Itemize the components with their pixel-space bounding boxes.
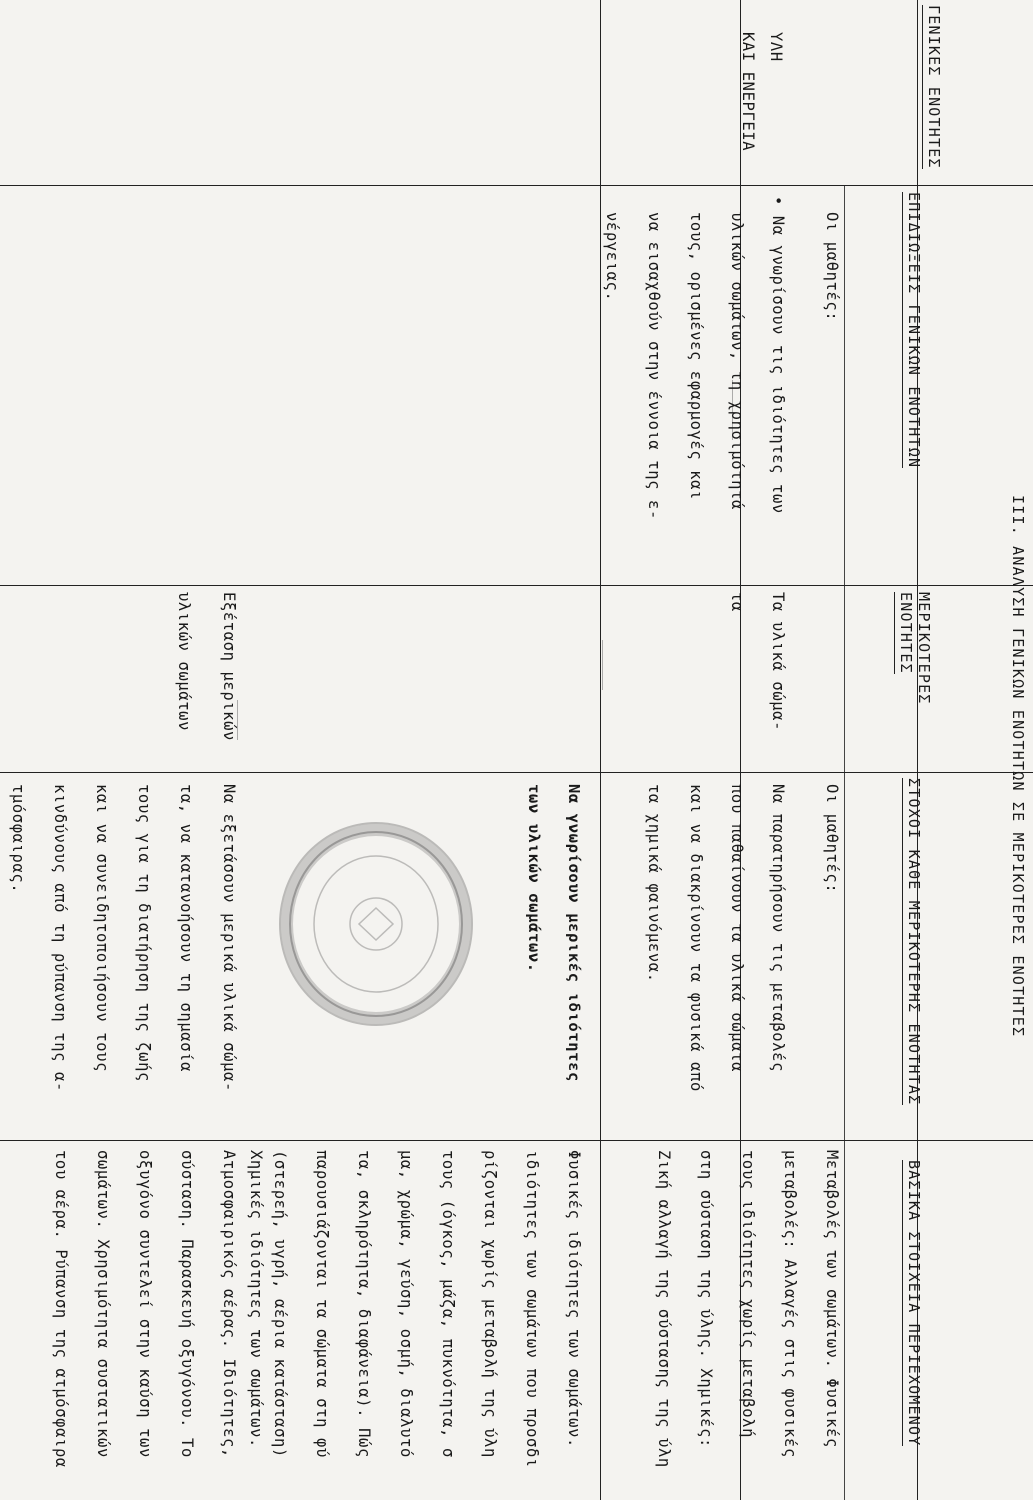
content-line: Ζική αλλαγή της σύστασης της ύλη xyxy=(655,1150,673,1468)
header-goals-general: ΕΠΙΔΙΩΞΕΙΣ ΓΕΝΙΚΩΝ ΕΝΟΤΗΤΩΝ xyxy=(902,192,923,468)
goal-line: • Να γνωρίσουν τις ιδιότητες των xyxy=(769,196,787,514)
content-line: μεταβολές: Αλλαγές στις φυσικές xyxy=(781,1150,799,1458)
scan-mark xyxy=(602,640,603,690)
row-divider xyxy=(0,585,1033,586)
content-line: Ατμοσφαιρικός αέρας. Ιδιότητες, xyxy=(220,1150,238,1458)
content-line: τους (όγκος, μάζα, πυκνότητα, σ xyxy=(439,1150,457,1458)
column-divider xyxy=(600,0,601,1500)
goals-intro: Οι μαθητές: xyxy=(823,212,841,322)
unit-energy: ΚΑΙ ΕΝΕΡΓΕΙΑ xyxy=(739,32,757,152)
goal-line: νέργειας. xyxy=(603,212,621,302)
content-line: Μεταβολές των σωμάτων. Φυσικές xyxy=(823,1150,841,1448)
objective-line: τα χημικά φαινόμενα. xyxy=(645,784,663,983)
header-general-units: ΓΕΝΙΚΕΣ ΕΝΟΤΗΤΕΣ xyxy=(922,5,943,169)
objective-line: που παθαίνουν τα υλικά σώματα xyxy=(728,784,746,1073)
content-line: (στερεή, υγρή, αέρια κατάσταση) xyxy=(271,1150,289,1458)
objective-line: των υλικών σωμάτων. xyxy=(525,784,543,973)
objective-line: και να διακρίνουν τα φυσικά από xyxy=(687,784,705,1092)
objective-line: κινδύνους από τη ρύπανση της α- xyxy=(51,784,69,1092)
objective-line: Να εξετάσουν μερικά υλικά σώμα- xyxy=(220,784,238,1092)
sub-unit-materials: Τα υλικά σώμα- xyxy=(769,592,787,732)
content-line: Φυσικές ιδιότητες των σωμάτων. xyxy=(565,1150,583,1448)
content-line: τα, σκληρότητα, διαφάνεια). Πώς xyxy=(355,1150,373,1458)
content-line: Χημικές ιδιότητες των σωμάτων. xyxy=(247,1150,265,1448)
column-divider xyxy=(844,185,845,1500)
official-seal-stamp xyxy=(279,822,473,1026)
header-content-basics: ΒΑΣΙΚΑ ΣΤΟΙΧΕΙΑ ΠΕΡΙΕΧΟΜΕΝΟΥ xyxy=(902,1160,923,1446)
objective-line: τμόσφαιρας. xyxy=(9,784,27,894)
header-sub-units: ΜΕΡΙΚΟΤΕΡΕΣ ΕΝΟΤΗΤΕΣ xyxy=(894,592,933,705)
objectives-intro: Οι μαθητές: xyxy=(823,784,841,894)
objective-line: και να συνειδητοποιήσουν τους xyxy=(93,784,111,1073)
row-divider xyxy=(0,1140,1033,1141)
goal-line: να εισαχθούν στην έννοια της ε- xyxy=(645,212,663,520)
content-line: ιδιότητες των σωμάτων που προσδι xyxy=(523,1150,541,1468)
content-line: σύσταση. Παρασκευή οξυγόνου. Το xyxy=(178,1150,196,1458)
content-line: τους ιδιότητες χωρίς μεταβολή xyxy=(739,1150,757,1439)
objective-line: τα, να κατανοήσουν τη σημασία xyxy=(177,784,195,1073)
unit-matter: ΥΛΗ xyxy=(767,32,785,62)
sub-unit-materials-cont: τα xyxy=(728,592,746,612)
content-line: παρουσιάζονται τα σώματα στη φύ xyxy=(313,1150,331,1458)
objective-line: Να γνωρίσουν μερικές ιδιότητες xyxy=(565,784,583,1082)
sub-unit-exam-cont: υλικών σωμάτων xyxy=(175,592,193,732)
document-title: ΙΙΙ. ΑΝΑΛΥΣΗ ΓΕΝΙΚΩΝ ΕΝΟΤΗΤΩΝ ΣΕ ΜΕΡΙΚΟΤΕΡΕΣ ΕΝΟΤΗΤΕΣ xyxy=(1009,495,1027,1038)
row-divider xyxy=(0,772,1033,773)
content-line: μα, χρώμα, γεύση, οσμή, διαλυτό xyxy=(397,1150,415,1458)
content-line: ρίζονται χωρίς μεταβολή της ύλη xyxy=(481,1150,499,1458)
objective-line: Να παρατηρήσουν τις μεταβολές xyxy=(769,784,787,1073)
seal-graphic xyxy=(281,824,471,1024)
content-line: στη σύσταση της ύλης. Χημικές: xyxy=(697,1150,715,1448)
goal-line: υλικών σωμάτων, τη χρησιμότητά xyxy=(728,212,746,510)
row-divider xyxy=(0,185,1033,186)
content-line: του αέρα. Ρύπανση της ατμόσφαιρα xyxy=(52,1150,70,1468)
content-line: σωμάτων. Χρησιμότητα συστατικών xyxy=(94,1150,112,1458)
content-line: οξυγόνο συντελεί στην καύση των xyxy=(136,1150,154,1458)
header-sub-unit-goals: ΣΤΟΧΟΙ ΚΑΘΕ ΜΕΡΙΚΟΤΕΡΗΣ ΕΝΟΤΗΤΑΣ xyxy=(902,778,923,1105)
sub-unit-exam: Εξέταση μερικών xyxy=(220,592,238,741)
objective-line: τους για τη διατήρηση της ζωής xyxy=(135,784,153,1082)
goal-line: τους, ορισμένες εφαρμογές και xyxy=(687,212,705,501)
